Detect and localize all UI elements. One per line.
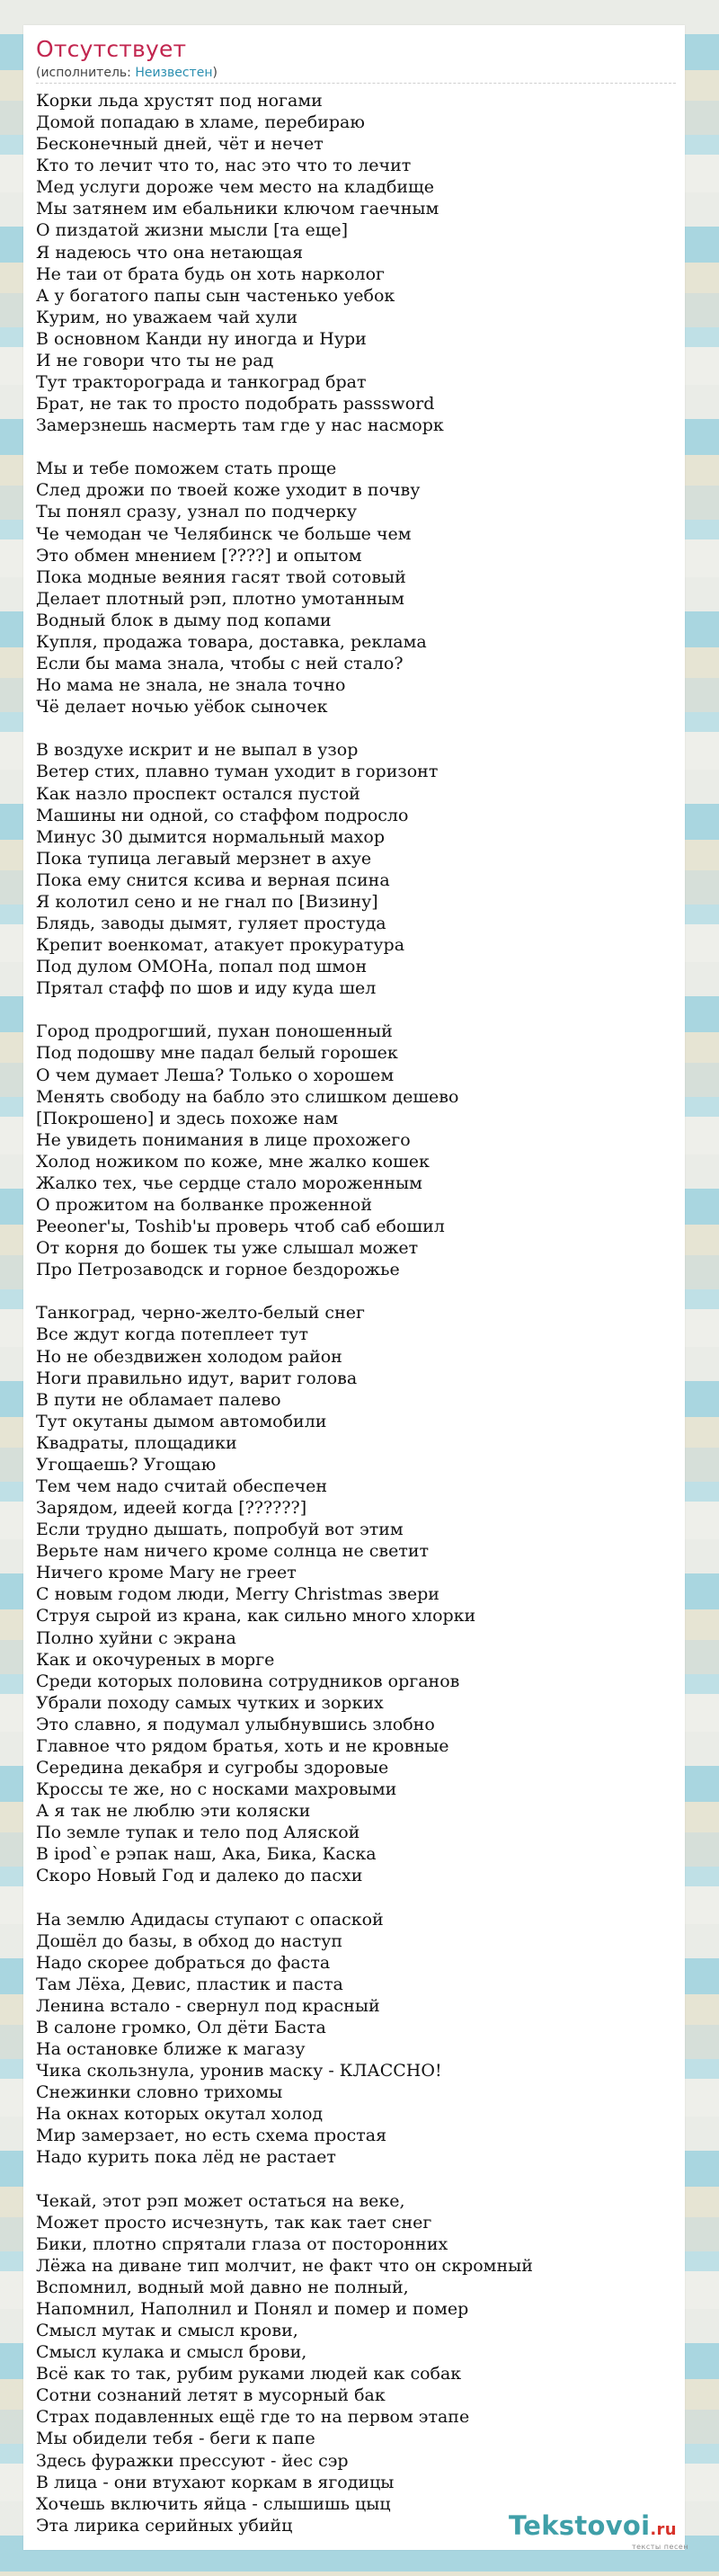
lyric-line: Всё как то так, рубим руками людей как собак: [36, 2364, 462, 2384]
lyric-line: Под подошву мне падал белый горошек: [36, 1043, 398, 1064]
lyric-line: Пока тупица легавый мерзнет в ахуе: [36, 848, 372, 869]
lyric-line: Peeoner'ы, Toshib'ы проверь чтоб саб ебошил: [36, 1217, 445, 1237]
lyric-line: Я надеюсь что она нетающая: [36, 242, 304, 263]
lyric-line: Это обмен мнением [????] и опытом: [36, 545, 362, 566]
lyric-line: Страх подавленных ещё где то на первом этапе: [36, 2407, 470, 2428]
lyric-line: Танкоград, черно-желто-белый снег: [36, 1303, 365, 1324]
lyric-line: Ветер стих, плавно туман уходит в горизонт: [36, 762, 439, 782]
lyric-line: Мед услуги дороже чем место на кладбище: [36, 177, 434, 198]
lyric-line: Блядь, заводы дымят, гуляет простуда: [36, 913, 386, 933]
lyric-line: Водный блок в дыму под копами: [36, 610, 332, 630]
lyric-line: Машины ни одной, со стаффом подросло: [36, 805, 409, 825]
lyric-line: От корня до бошек ты уже слышал может: [36, 1238, 419, 1259]
lyric-line: В салоне громко, Ол дёти Баста: [36, 2017, 326, 2037]
lyric-line: Минус 30 дымится нормальный махор: [36, 826, 385, 847]
lyric-line: Смысл кулака и смысл брови,: [36, 2342, 307, 2363]
lyric-line: Скоро Новый Год и далеко до пасхи: [36, 1866, 363, 1886]
lyric-line: А у богатого папы сын частенько уебок: [36, 285, 395, 306]
lyric-line: На окнах которых окутал холод: [36, 2104, 324, 2125]
site-logo[interactable]: [509, 2511, 699, 2556]
lyric-line: Кто то лечит что то, нас это что то лечит: [36, 156, 412, 176]
lyric-line: В основном Канди ну иногда и Нури: [36, 328, 367, 349]
lyric-line: Если трудно дышать, попробуй вот этим: [36, 1520, 404, 1540]
lyric-line: Квадраты, площадики: [36, 1432, 237, 1453]
lyric-line: Кроссы те же, но с носками махровыми: [36, 1779, 397, 1800]
lyric-line: След дрожи по твоей коже уходит в почву: [36, 480, 421, 501]
lyric-line: [Покрошено] и здесь похоже нам: [36, 1108, 339, 1128]
lyric-line: А я так не люблю эти коляски: [36, 1801, 311, 1822]
lyric-line: Город продрогший, пухан поношенный: [36, 1021, 393, 1042]
lyric-line: Среди которых половина сотрудников органов: [36, 1671, 460, 1691]
lyric-line: Но не обездвижен холодом район: [36, 1346, 342, 1367]
lyric-line: Че чемодан че Челябинск че больше чем: [36, 523, 412, 544]
lyric-line: Ленина встало - свернул под красный: [36, 1995, 380, 2016]
lyric-line: Там Лёха, Девис, пластик и паста: [36, 1974, 343, 1994]
artist-link[interactable]: Неизвестен: [135, 66, 213, 80]
logo-tld: .ru: [650, 2520, 677, 2539]
lyric-line: Сотни сознаний летят в мусорный бак: [36, 2385, 386, 2406]
lyric-line: Чекай, этот рэп может остаться на веке,: [36, 2190, 405, 2211]
stanza: [36, 1021, 676, 1280]
lyric-line: Середина декабря и сугробы здоровые: [36, 1758, 389, 1778]
lyric-line: Дошёл до базы, в обход до наступ: [36, 1930, 343, 1951]
lyric-line: Бесконечный дней, чёт и нечет: [36, 134, 324, 155]
lyric-line: В ipod`е рэпак наш, Ака, Бика, Каска: [36, 1844, 377, 1865]
stanza: [36, 458, 676, 718]
lyric-line: Вспомнил, водный мой давно не полный,: [36, 2277, 409, 2297]
lyric-line: Зарядом, идеей когда [??????]: [36, 1498, 307, 1519]
lyric-line: Убрали походу самых чутких и зорких: [36, 1692, 384, 1713]
lyric-line: Главное что рядом братья, хоть и не кровные: [36, 1735, 449, 1756]
lyric-line: Не увидеть понимания в лице прохожего: [36, 1129, 411, 1150]
lyric-line: Про Петрозаводск и горное бездорожье: [36, 1260, 400, 1280]
lyric-line: Купля, продажа товара, доставка, реклама: [36, 631, 427, 652]
lyric-line: Жалко тех, чье сердце стало мороженным: [36, 1172, 422, 1193]
lyric-line: Тем чем надо считай обеспечен: [36, 1476, 328, 1496]
lyric-line: Смысл мутак и смысл крови,: [36, 2321, 298, 2341]
lyric-line: Как и окочуреных в морге: [36, 1649, 275, 1670]
lyric-line: Напомнил, Наполнил и Понял и помер и помер: [36, 2298, 469, 2319]
stanza: [36, 739, 676, 999]
lyric-line: Замерзнешь насмерть там где у нас насморк: [36, 415, 444, 436]
byline-suffix: ): [212, 66, 217, 80]
lyric-line: Курим, но уважаем чай хули: [36, 307, 298, 327]
byline-prefix: (исполнитель:: [36, 66, 136, 80]
lyric-line: Ноги правильно идут, варит голова: [36, 1368, 358, 1388]
lyric-line: Пока ему снится ксива и верная псина: [36, 869, 390, 890]
lyric-line: Надо скорее добраться до фаста: [36, 1952, 331, 1973]
lyric-line: Делает плотный рэп, плотно умотанным: [36, 588, 404, 609]
lyric-line: В лица - они втухают коркам в ягодицы: [36, 2472, 395, 2492]
stanza: [36, 1302, 676, 1886]
lyric-line: Мы и тебе поможем стать проще: [36, 459, 337, 479]
lyric-line: На землю Адидасы ступают с опаской: [36, 1909, 384, 1930]
lyric-line: Если бы мама знала, чтобы с ней стало?: [36, 654, 404, 674]
song-title: Отсутствует: [36, 36, 187, 62]
lyric-line: Тут тракторограда и танкоград брат: [36, 372, 367, 393]
logo-wordmark: [509, 2511, 699, 2545]
lyric-line: Крепит военкомат, атакует прокуратура: [36, 935, 405, 956]
lyric-line: Верьте нам ничего кроме солнца не светит: [36, 1541, 430, 1562]
lyric-line: Все ждут когда потеплеет тут: [36, 1324, 308, 1345]
lyric-line: Струя сырой из крана, как сильно много хлорки: [36, 1606, 476, 1627]
stanza: [36, 1909, 676, 2169]
lyric-line: Под дулом ОМОНа, попал под шмон: [36, 957, 368, 977]
divider: [36, 83, 676, 84]
lyric-line: Это славно, я подумал улыбнувшись злобно: [36, 1714, 435, 1734]
lyric-line: С новым годом люди, Merry Christmas звери: [36, 1584, 439, 1605]
lyric-line: Здесь фуражки прессуют - йес сэр: [36, 2450, 349, 2471]
lyric-line: Эта лирика серийных убийц: [36, 2515, 293, 2536]
lyric-line: Может просто исчезнуть, так как тает снег: [36, 2212, 432, 2233]
lyric-line: Как назло проспект остался пустой: [36, 783, 360, 804]
lyric-line: Корки льда хрустят под ногами: [36, 91, 323, 111]
lyric-line: Ты понял сразу, узнал по подчерку: [36, 502, 358, 522]
lyric-line: В пути не обламает палево: [36, 1389, 281, 1410]
lyric-line: О пиздатой жизни мысли [та еще]: [36, 220, 349, 241]
lyric-line: Бики, плотно спрятали глаза от посторонних: [36, 2233, 448, 2254]
lyric-line: Не таи от брата будь он хоть нарколог: [36, 263, 386, 284]
logo-word: Tekstovoi: [509, 2510, 651, 2541]
lyric-line: Снежинки словно трихомы: [36, 2082, 283, 2103]
lyric-line: Тут окутаны дымом автомобили: [36, 1411, 327, 1431]
lyric-line: О чем думает Леша? Только о хорошем: [36, 1065, 395, 1085]
lyric-line: Холод ножиком по коже, мне жалко кошек: [36, 1151, 430, 1172]
lyric-line: Менять свободу на бабло это слишком дешево: [36, 1086, 459, 1107]
lyric-line: Мы затянем им ебальники ключом гаечным: [36, 199, 439, 219]
lyric-line: О прожитом на болванке проженной: [36, 1194, 373, 1215]
lyric-line: И не говори что ты не рад: [36, 350, 274, 370]
lyric-line: Я колотил сено и не гнал по [Визину]: [36, 891, 378, 912]
lyric-line: Мир замерзает, но есть схема простая: [36, 2126, 387, 2146]
lyric-line: Надо курить пока лёд не растает: [36, 2147, 336, 2168]
lyric-line: На остановке ближе к магазу: [36, 2039, 306, 2060]
lyric-line: Домой попадаю в хламе, перебираю: [36, 112, 365, 133]
lyric-line: Хочешь включить яйца - слышишь цыц: [36, 2493, 391, 2514]
lyric-line: Ничего кроме Mary не греет: [36, 1563, 297, 1583]
artist-byline: [36, 66, 217, 80]
logo-tagline: тексты песен: [631, 2543, 688, 2551]
lyric-line: Угощаешь? Угощаю: [36, 1454, 217, 1475]
lyric-line: Полно хуйни с экрана: [36, 1627, 236, 1648]
lyric-line: Пока модные веяния гасят твой сотовый: [36, 566, 406, 587]
lyric-line: Лёжа на диване тип молчит, не факт что он скромный: [36, 2255, 533, 2276]
lyric-line: Но мама не знала, не знала точно: [36, 675, 346, 696]
lyric-line: Прятал стафф по шов и иду куда шел: [36, 978, 377, 999]
lyric-line: В воздухе искрит и не выпал в узор: [36, 740, 359, 761]
lyric-line: Мы обидели тебя - беги к папе: [36, 2429, 315, 2449]
lyric-line: Чё делает ночью уёбок сыночек: [36, 697, 328, 718]
stanza: [36, 90, 676, 436]
lyrics-body: [36, 90, 676, 2558]
lyric-line: Брат, не так то просто подобрать passsword: [36, 394, 435, 414]
stanza: [36, 2190, 676, 2536]
lyric-line: Чика скользнула, уронив маску - КЛАССНО!: [36, 2061, 442, 2081]
lyric-line: По земле тупак и тело под Аляской: [36, 1823, 360, 1843]
